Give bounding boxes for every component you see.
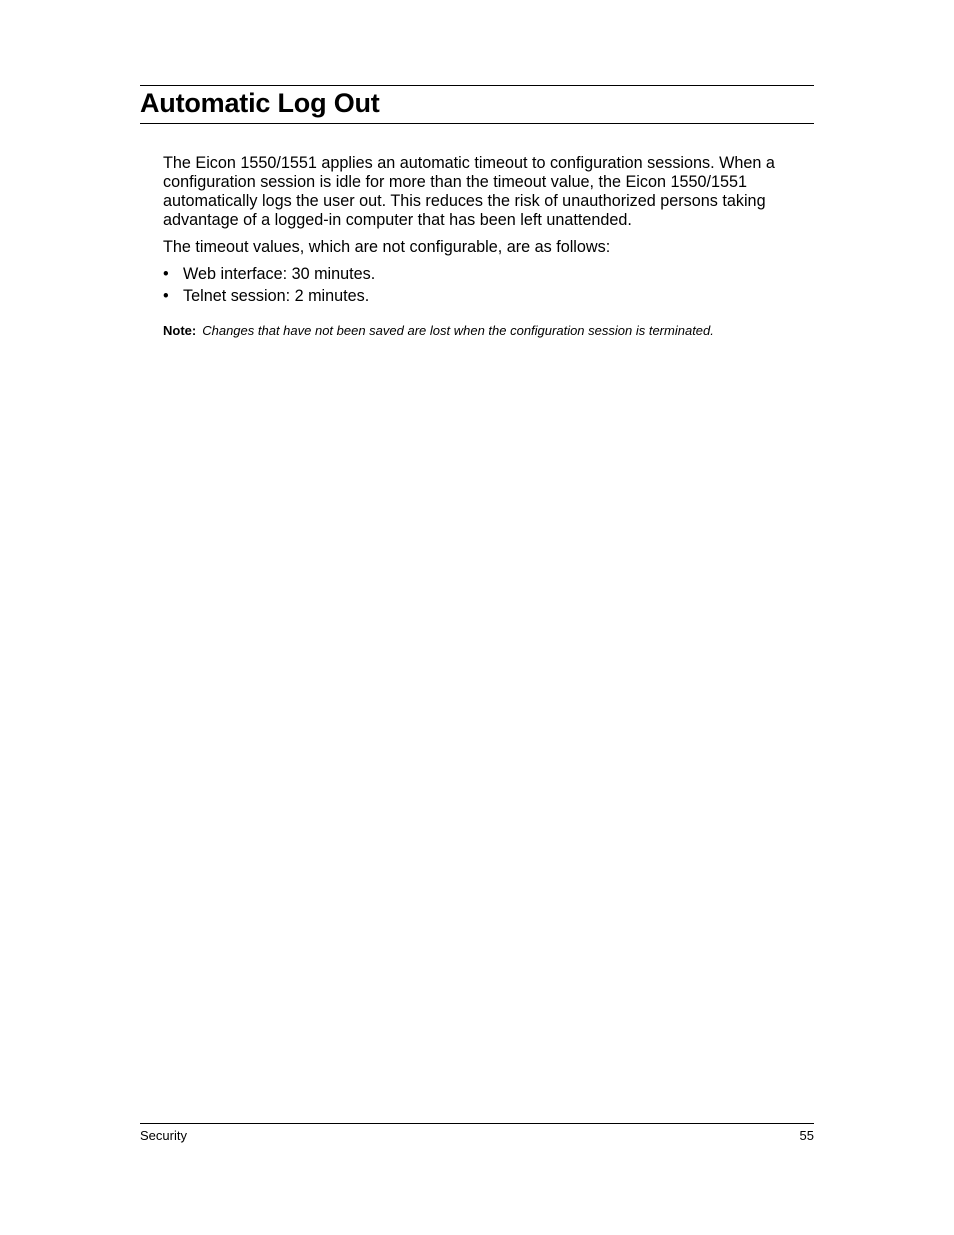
list-item-text: Web interface: 30 minutes. — [183, 265, 376, 283]
list-item — [163, 265, 814, 284]
heading-bottom-rule — [140, 123, 814, 124]
page-title: Automatic Log Out — [140, 88, 380, 118]
timeout-list — [163, 265, 814, 306]
timeout-values-paragraph: The timeout values, which are not configurable, are as follows: — [163, 238, 611, 256]
note-text: Changes that have not been saved are lost when the configuration session is terminated. — [202, 323, 714, 338]
footer-rule — [140, 1123, 814, 1124]
list-item — [163, 287, 814, 306]
footer-page-number: 55 — [799, 1128, 814, 1143]
intro-paragraph: The Eicon 1550/1551 applies an automatic timeout to configuration sessions. When a configuration session is idle for more than the timeout value, the Eicon 1550/1551 automatically logs the user out. This reduces the risk of unauthorized persons taking advantage of a logged-in computer that has been left unattended. — [163, 154, 775, 229]
bullet-icon: • — [163, 287, 169, 305]
note-label: Note: — [163, 323, 197, 338]
main-content — [163, 154, 814, 339]
footer-section-name: Security — [140, 1128, 187, 1143]
bullet-icon: • — [163, 265, 169, 283]
list-item-text: Telnet session: 2 minutes. — [183, 287, 370, 305]
note — [163, 323, 814, 339]
